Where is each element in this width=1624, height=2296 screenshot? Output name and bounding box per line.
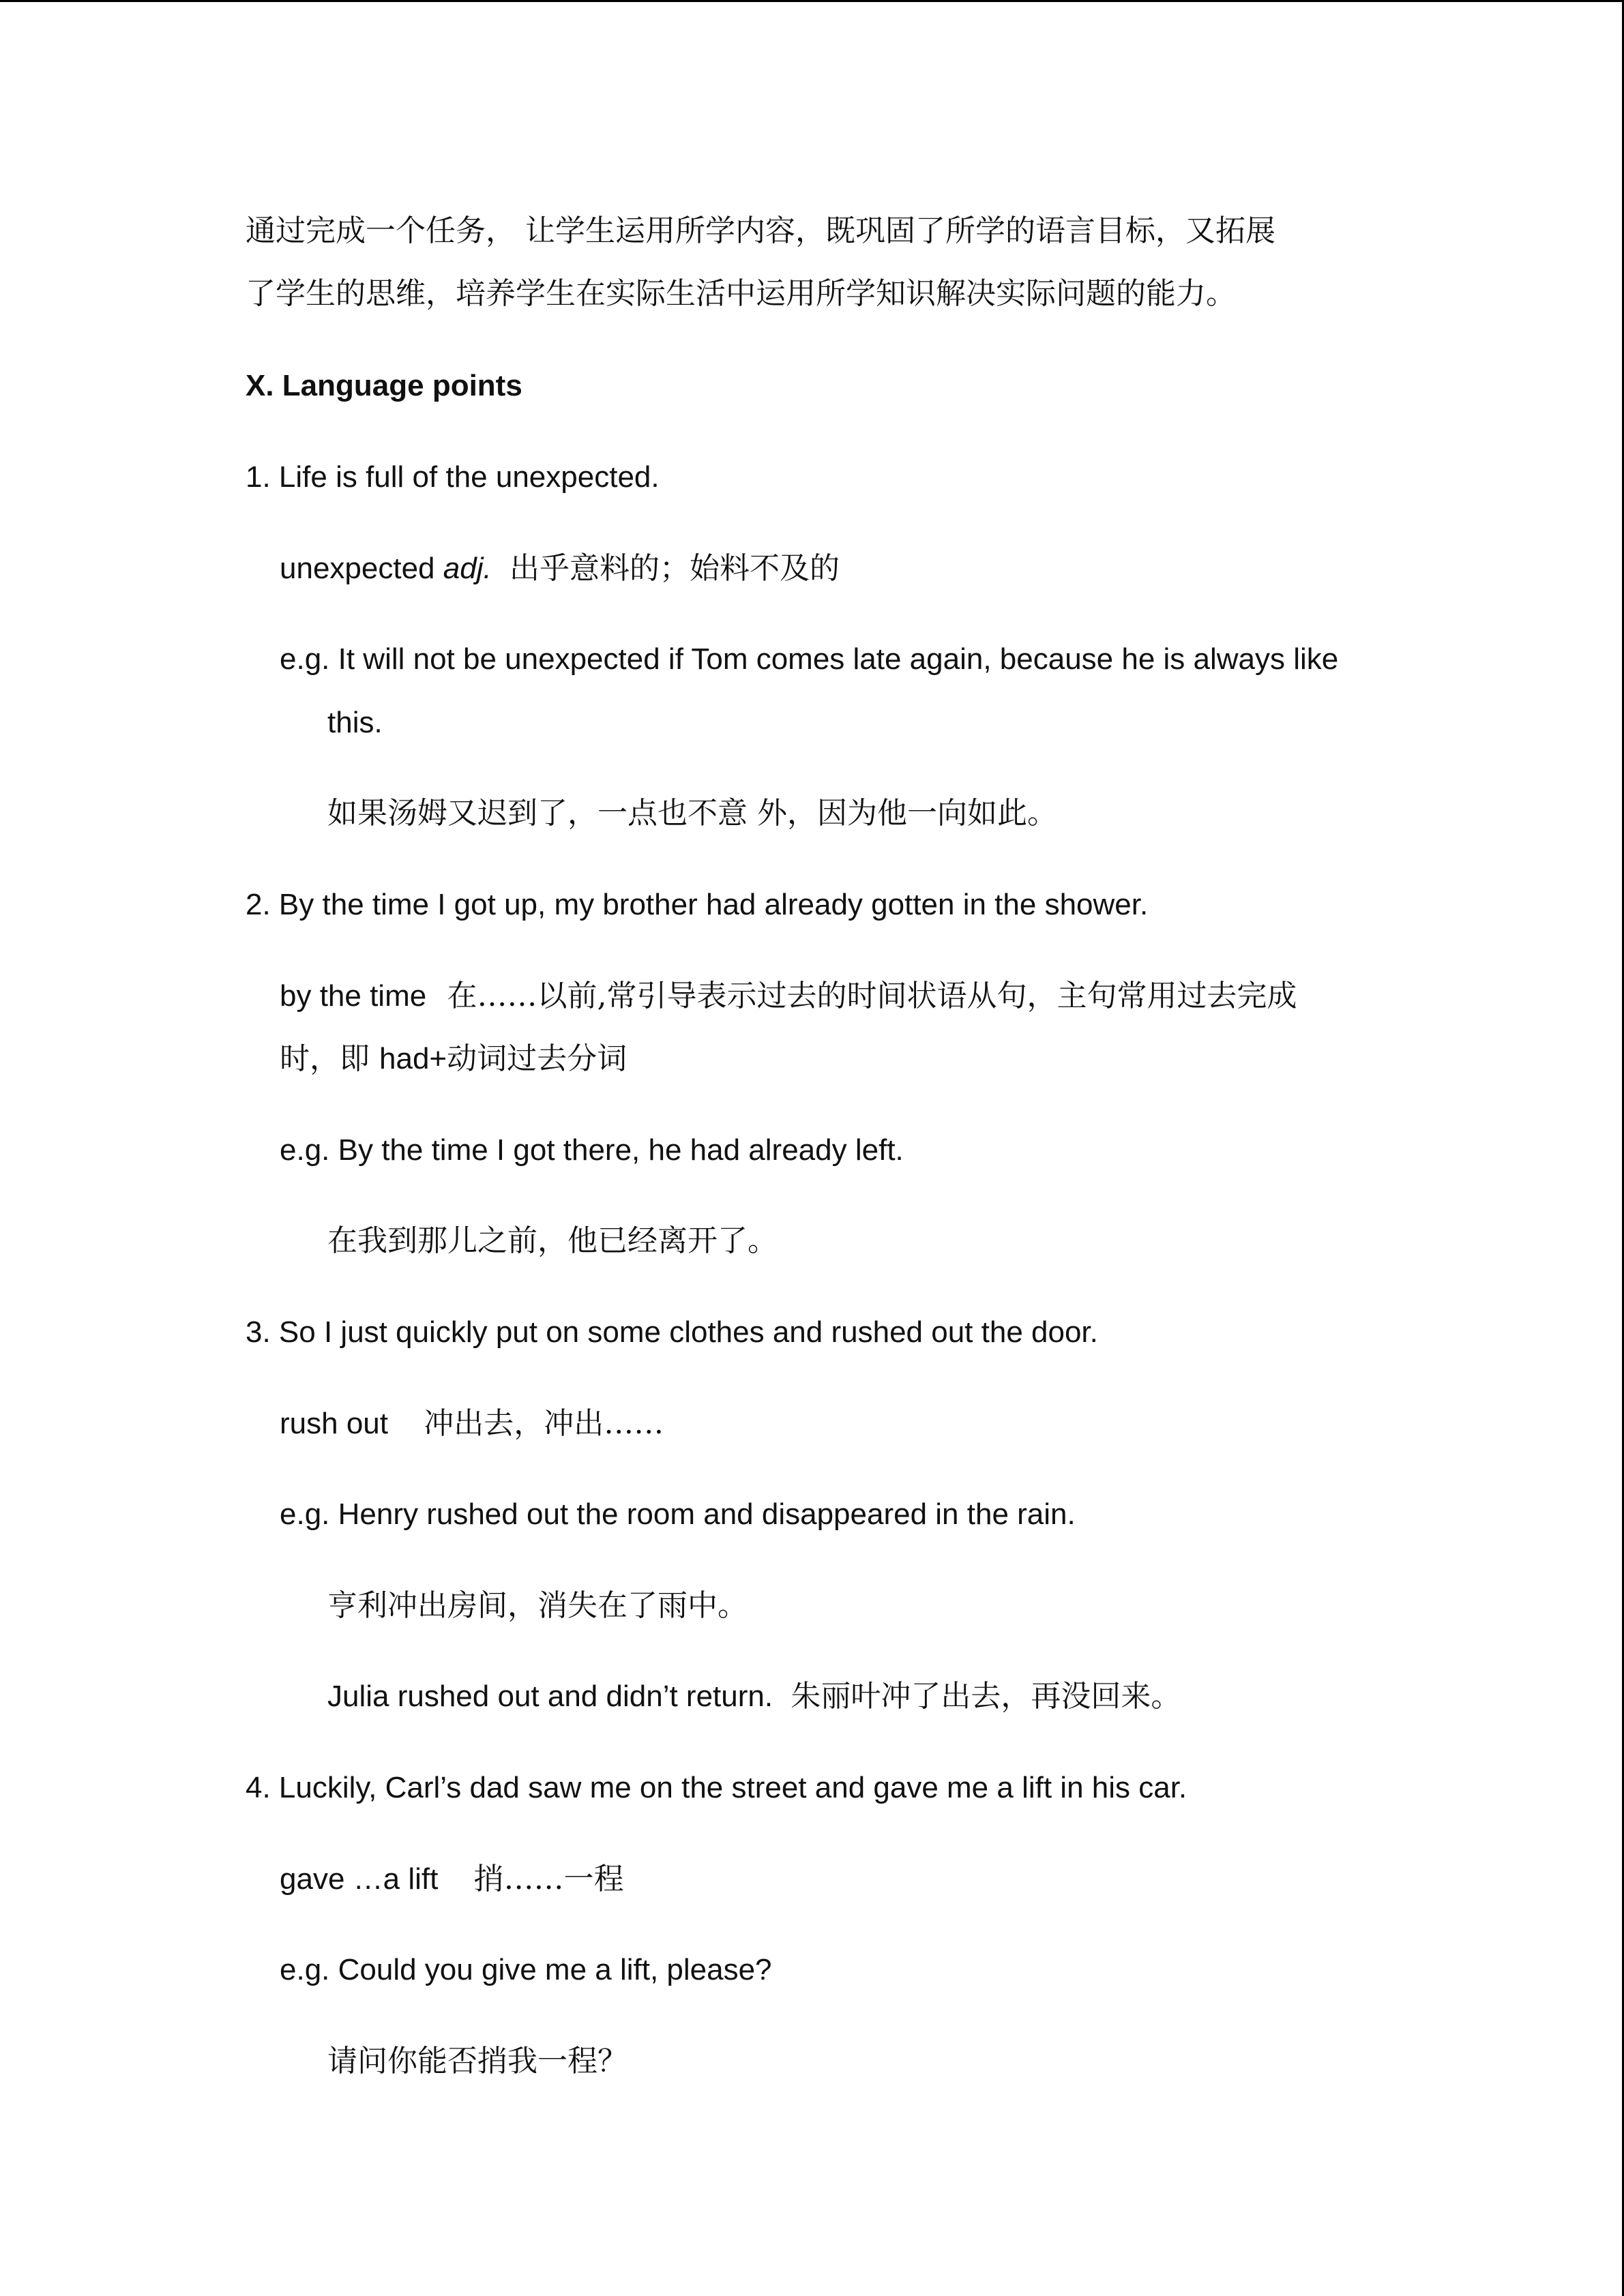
point-2-example: e.g. By the time I got there, he had already left. bbox=[280, 1133, 904, 1167]
point-2-term: by the time bbox=[280, 979, 427, 1013]
point-1-term-line bbox=[280, 548, 840, 589]
point-1-example-line-2: this. bbox=[327, 706, 383, 739]
point-2-explanation-part-c: 动词过去分词 bbox=[447, 1041, 628, 1076]
point-3-translation-2: 朱丽叶冲了出去，再没回来。 bbox=[791, 1679, 1181, 1714]
point-1-term-meaning: 出乎意料的；始料不及的 bbox=[509, 551, 840, 586]
point-2-explanation-part-a: 时，即 bbox=[280, 1041, 379, 1076]
point-2-translation: 在我到那儿之前，他已经离开了。 bbox=[327, 1223, 778, 1258]
intro-line-2: 了学生的思维，培养学生在实际生活中运用所学知识解决实际问题的能力。 bbox=[246, 276, 1236, 311]
point-4-term-meaning: 捎……一程 bbox=[473, 1862, 624, 1896]
point-3-example-2: Julia rushed out and didn’t return. bbox=[327, 1680, 773, 1713]
point-4-term: gave …a lift bbox=[280, 1862, 439, 1896]
point-3-translation: 亨利冲出房间，消失在了雨中。 bbox=[327, 1588, 748, 1623]
section-heading: X. Language points bbox=[246, 369, 522, 402]
point-1-example-line-1: e.g. It will not be unexpected if Tom comes late again, because he is always like bbox=[280, 642, 1339, 676]
point-4-term-line bbox=[280, 1859, 624, 1900]
point-2-explanation-line-1: 在……以前,常引导表示过去的时间状语从句，主句常用过去完成 bbox=[447, 979, 1297, 1013]
point-4-sentence: 4. Luckily, Carl’s dad saw me on the street and gave me a lift in his car. bbox=[246, 1771, 1187, 1804]
point-4-example: e.g. Could you give me a lift, please? bbox=[280, 1953, 772, 1986]
point-3-example: e.g. Henry rushed out the room and disappeared in the rain. bbox=[280, 1497, 1076, 1531]
point-1-sentence: 1. Life is full of the unexpected. bbox=[246, 460, 660, 494]
point-2-explanation-part-b: had+ bbox=[379, 1042, 447, 1075]
point-1-translation: 如果汤姆又迟到了，一点也不意 外，因为他一向如此。 bbox=[327, 796, 1057, 831]
point-1-term-pos: adj. bbox=[443, 552, 492, 585]
point-3-example-2-line bbox=[327, 1676, 1181, 1717]
point-3-term: rush out bbox=[280, 1407, 388, 1440]
point-3-term-meaning: 冲出去，冲出…… bbox=[424, 1406, 664, 1441]
point-2-explanation-line-2 bbox=[280, 1039, 627, 1079]
point-1-term: unexpected bbox=[280, 552, 435, 585]
point-4-translation: 请问你能否捎我一程？ bbox=[327, 2044, 628, 2078]
point-3-sentence: 3. So I just quickly put on some clothes and rushed out the door. bbox=[246, 1315, 1098, 1349]
point-2-term-line bbox=[280, 976, 1297, 1017]
point-2-sentence: 2. By the time I got up, my brother had already gotten in the shower. bbox=[246, 888, 1149, 921]
intro-line-1: 通过完成一个任务， 让学生运用所学内容，既巩固了所学的语言目标，又拓展 bbox=[246, 213, 1275, 248]
point-3-term-line bbox=[280, 1403, 664, 1444]
